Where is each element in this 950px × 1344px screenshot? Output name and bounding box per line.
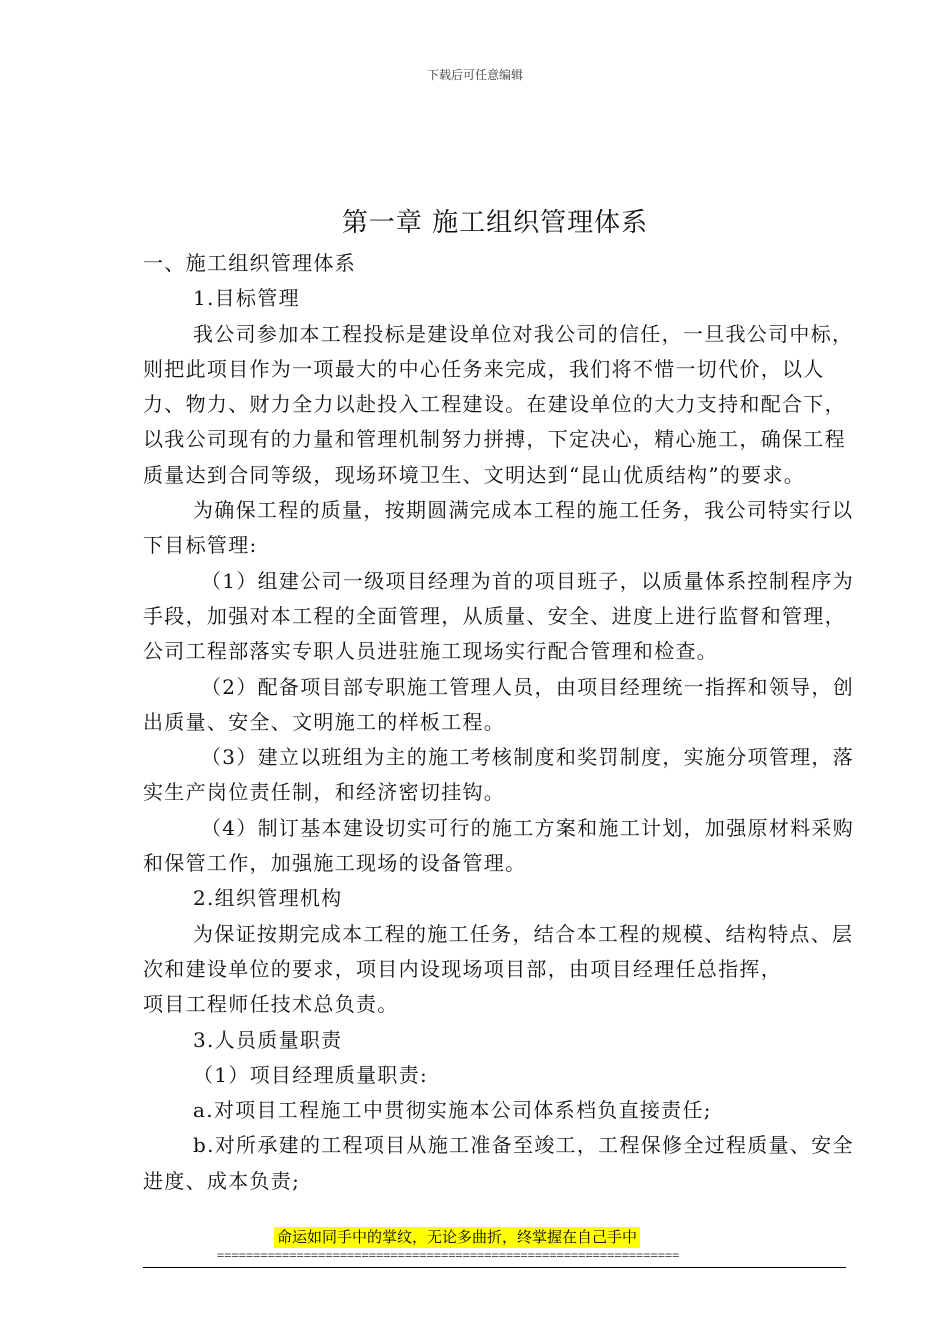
list-item-manager-duties: （1）项目经理质量职责: bbox=[193, 1062, 429, 1087]
list-item-goal-2: （2）配备项目部专职施工管理人员，由项目经理统一指挥和领导，创出质量、安全、文明施工的样板工程。 bbox=[143, 674, 855, 734]
paragraph-organization: 为保证按期完成本工程的施工任务，结合本工程的规模、结构特点、层次和建设单位的要求，项目内设现场项目部，由项目经理任总指挥， bbox=[143, 921, 854, 981]
paragraph-intro: 我公司参加本工程投标是建设单位对我公司的信任，一旦我公司中标，则把此项目作为一项最大的中心任务来完成，我们将不惜一切代价，以人力、物力、财力全力以赴投入工程建设。在建设单位的大力支持和配合下，以我公司现有的力量和管理机制努力拼搏，下定决心，精心施工，确保工程质量达到合同等级，现场环境卫生、文明达到“昆山优质结构”的要求。 bbox=[143, 321, 854, 487]
footer-banner: 命运如同手中的掌纹，无论多曲折，终掌握在自己手中 bbox=[274, 1227, 640, 1248]
subsection-heading-organization: 2.组织管理机构 bbox=[193, 886, 343, 911]
list-item-duty-b: b.对所承建的工程项目从施工准备至竣工，工程保修全过程质量、安全进度、成本负责; bbox=[143, 1133, 854, 1193]
header-note: 下载后可任意编辑 bbox=[426, 68, 523, 82]
document-body bbox=[143, 246, 855, 1199]
subsection-heading-responsibilities: 3.人员质量职责 bbox=[193, 1027, 343, 1052]
paragraph-organization-end: 项目工程师任技术总负责。 bbox=[143, 992, 399, 1017]
paragraph-goals-lead: 为确保工程的质量，按期圆满完成本工程的施工任务，我公司特实行以下目标管理: bbox=[143, 498, 854, 558]
footer-separator-text: ================================================================ bbox=[217, 1248, 680, 1262]
list-item-goal-1: （1）组建公司一级项目经理为首的项目班子，以质量体系控制程序为手段，加强对本工程的全面管理，从质量、安全、进度上进行监督和管理，公司工程部落实专职人员进驻施工现场实行配合管理和检查。 bbox=[143, 568, 855, 664]
list-item-duty-a: a.对项目工程施工中贯彻实施本公司体系档负直接责任; bbox=[193, 1098, 712, 1123]
footer-divider bbox=[143, 1267, 846, 1268]
subsection-heading-goal-management: 1.目标管理 bbox=[193, 286, 300, 311]
list-item-goal-3: （3）建立以班组为主的施工考核制度和奖罚制度，实施分项管理，落实生产岗位责任制，和经济密切挂钩。 bbox=[143, 745, 855, 805]
section-heading: 一、施工组织管理体系 bbox=[143, 251, 356, 275]
chapter-title: 第一章 施工组织管理体系 bbox=[341, 208, 649, 238]
list-item-goal-4: （4）制订基本建设切实可行的施工方案和施工计划，加强原材料采购和保管工作，加强施工现场的设备管理。 bbox=[143, 815, 855, 876]
